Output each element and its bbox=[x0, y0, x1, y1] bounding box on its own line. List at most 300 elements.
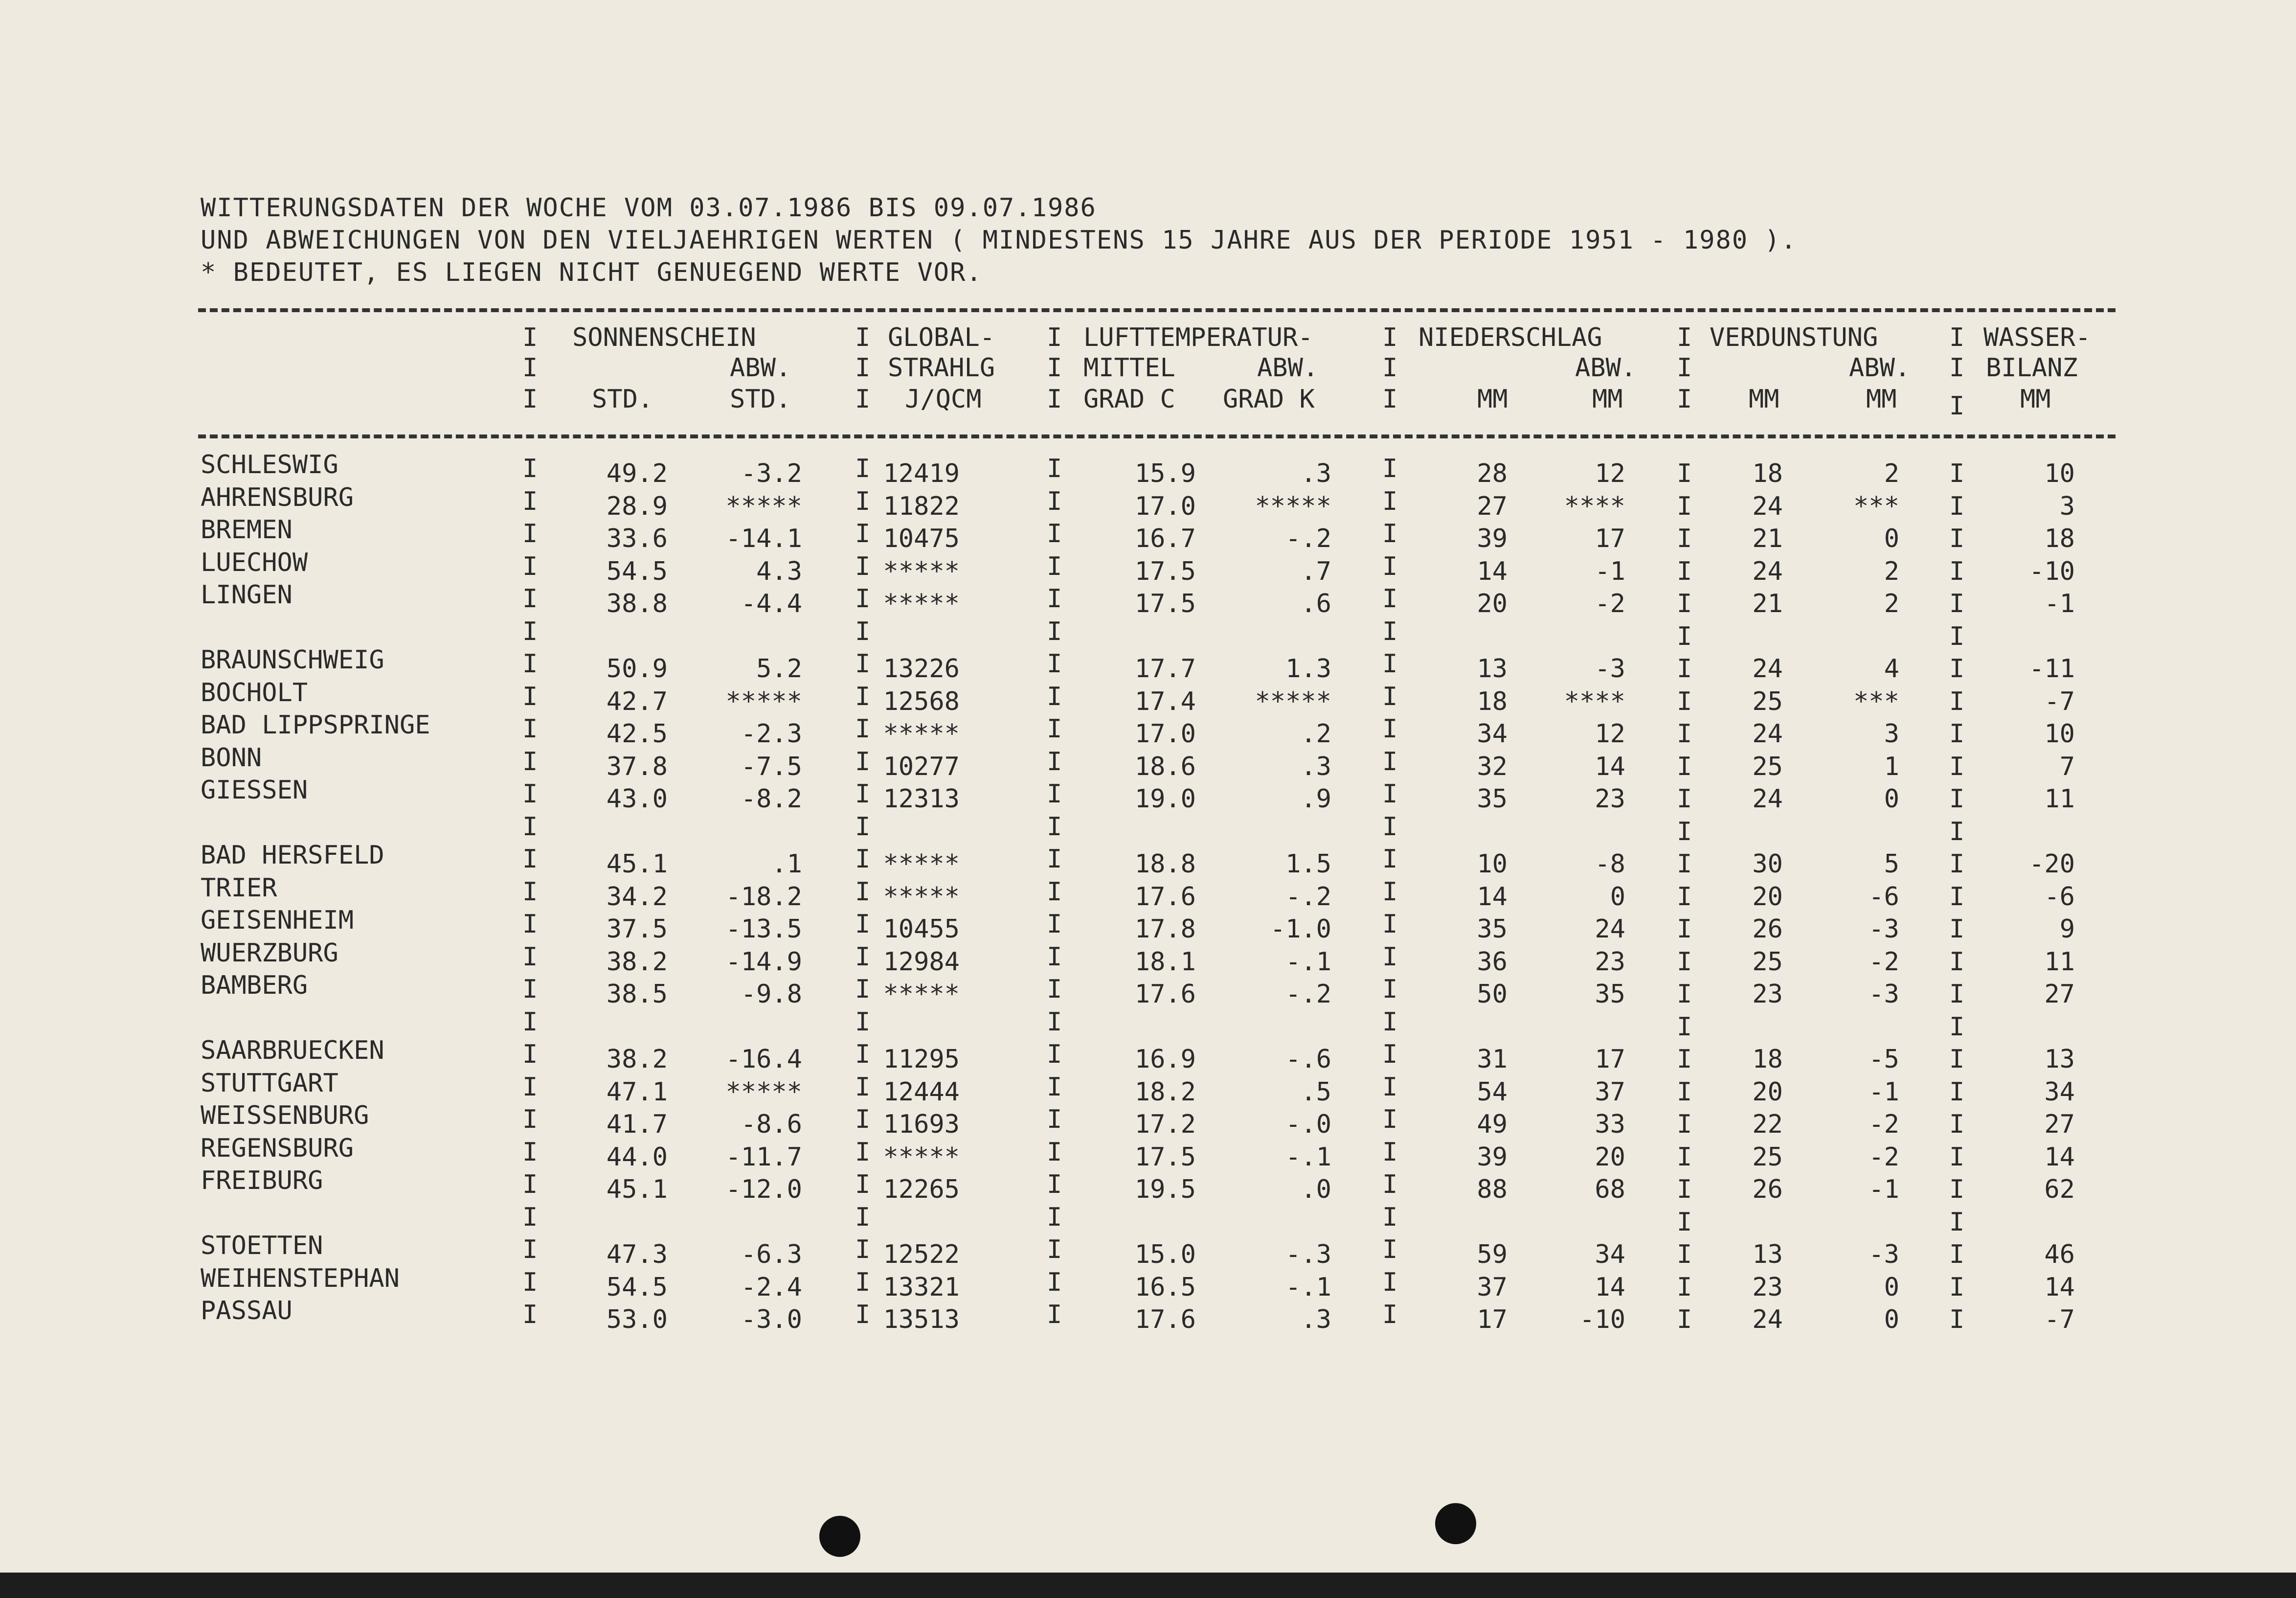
table-cell-sun-std: 33.6 bbox=[606, 524, 668, 553]
column-separator: I bbox=[1949, 1305, 1965, 1334]
table-cell-temp: 15.0 bbox=[1134, 1240, 1196, 1269]
table-cell-rain: 36 bbox=[1477, 947, 1508, 977]
table-cell-global: ***** bbox=[883, 1142, 960, 1172]
table-cell-sun-std: 37.8 bbox=[606, 752, 668, 781]
table-cell-station: SAARBRUECKEN bbox=[201, 1036, 384, 1065]
column-separator: I bbox=[855, 779, 871, 809]
col-niederschlag: NIEDERSCHLAG bbox=[1418, 323, 1602, 352]
table-cell-evap: 22 bbox=[1752, 1110, 1783, 1139]
column-separator: I bbox=[1677, 687, 1692, 716]
column-separator: I bbox=[522, 1105, 538, 1134]
table-cell-evap-abw: -2 bbox=[1868, 947, 1899, 977]
table-cell-global: 11693 bbox=[883, 1110, 960, 1139]
column-separator: I bbox=[522, 1170, 538, 1199]
table-cell-bal: -1 bbox=[2044, 589, 2075, 618]
table-cell-temp: 18.2 bbox=[1134, 1077, 1196, 1107]
table-cell-station: GEISENHEIM bbox=[201, 906, 354, 935]
table-cell-sun-std: 37.5 bbox=[606, 914, 668, 944]
table-cell-sun-abw: -9.8 bbox=[741, 980, 802, 1009]
table-cell-temp-abw: .6 bbox=[1301, 589, 1331, 618]
table-cell-bal: 18 bbox=[2044, 524, 2075, 553]
column-separator: I bbox=[1677, 719, 1692, 749]
column-separator: I bbox=[1047, 649, 1062, 679]
table-cell-rain: 17 bbox=[1477, 1305, 1508, 1334]
table-cell-evap: 18 bbox=[1752, 1045, 1783, 1074]
table-cell-rain-abw: 14 bbox=[1595, 752, 1625, 781]
column-separator: I bbox=[1382, 1040, 1398, 1069]
col-strahlg: STRAHLG bbox=[888, 353, 995, 383]
header-separator: I bbox=[855, 353, 871, 383]
table-cell-global: 10277 bbox=[883, 752, 960, 781]
table-cell-temp-abw: .3 bbox=[1301, 1305, 1331, 1334]
rule-top bbox=[198, 308, 2116, 312]
table-cell-station: REGENSBURG bbox=[201, 1134, 354, 1163]
table-cell-sun-std: 45.1 bbox=[606, 1175, 668, 1204]
table-cell-rain-abw: -2 bbox=[1595, 589, 1625, 618]
table-cell-sun-abw: -3.0 bbox=[741, 1305, 802, 1334]
column-separator: I bbox=[855, 552, 871, 581]
table-cell-evap: 26 bbox=[1752, 1175, 1783, 1204]
column-separator: I bbox=[1949, 492, 1965, 521]
table-cell-rain-abw: -8 bbox=[1595, 849, 1625, 879]
col-rain-abw-mm: MM bbox=[1592, 385, 1623, 414]
column-separator: I bbox=[1949, 719, 1965, 749]
scan-background-strip bbox=[0, 1573, 2296, 1598]
header-separator: I bbox=[1047, 385, 1062, 414]
column-separator: I bbox=[1382, 975, 1398, 1004]
rule-header-bottom bbox=[198, 434, 2116, 438]
column-separator: I bbox=[1047, 454, 1062, 483]
table-cell-sun-std: 45.1 bbox=[606, 849, 668, 879]
column-separator: I bbox=[1047, 519, 1062, 548]
col-temp-abw: ABW. bbox=[1257, 353, 1319, 383]
column-separator: I bbox=[522, 942, 538, 972]
table-cell-rain: 35 bbox=[1477, 784, 1508, 814]
table-cell-rain-abw: 23 bbox=[1595, 947, 1625, 977]
column-separator: I bbox=[855, 1007, 871, 1037]
table-cell-rain-abw: 12 bbox=[1595, 719, 1625, 749]
table-cell-sun-std: 28.9 bbox=[606, 492, 668, 521]
table-cell-temp: 16.9 bbox=[1134, 1045, 1196, 1074]
table-cell-bal: 11 bbox=[2044, 784, 2075, 814]
column-separator: I bbox=[1949, 914, 1965, 944]
table-cell-global: ***** bbox=[883, 589, 960, 618]
table-cell-evap-abw: 2 bbox=[1884, 459, 1899, 488]
table-cell-evap: 24 bbox=[1752, 557, 1783, 586]
table-cell-temp: 17.4 bbox=[1134, 687, 1196, 716]
column-separator: I bbox=[855, 1203, 871, 1232]
table-cell-evap-abw: 0 bbox=[1884, 1273, 1899, 1302]
table-cell-rain-abw: 14 bbox=[1595, 1273, 1625, 1302]
table-cell-temp: 15.9 bbox=[1134, 459, 1196, 488]
table-cell-rain: 14 bbox=[1477, 882, 1508, 912]
table-cell-station: BONN bbox=[201, 743, 262, 773]
column-separator: I bbox=[522, 747, 538, 776]
col-bal-mm: MM bbox=[2020, 385, 2051, 414]
column-separator: I bbox=[1677, 817, 1692, 846]
table-cell-rain: 14 bbox=[1477, 557, 1508, 586]
table-cell-rain-abw: 68 bbox=[1595, 1175, 1625, 1204]
table-cell-rain: 32 bbox=[1477, 752, 1508, 781]
table-cell-temp-abw: .3 bbox=[1301, 459, 1331, 488]
table-cell-evap-abw: -1 bbox=[1868, 1175, 1899, 1204]
table-cell-evap-abw: -2 bbox=[1868, 1110, 1899, 1139]
table-cell-bal: 10 bbox=[2044, 459, 2075, 488]
table-cell-temp: 17.5 bbox=[1134, 557, 1196, 586]
header-separator: I bbox=[1677, 323, 1692, 352]
table-cell-global: 10475 bbox=[883, 524, 960, 553]
table-cell-bal: -7 bbox=[2044, 687, 2075, 716]
column-separator: I bbox=[522, 487, 538, 516]
table-cell-evap-abw: -3 bbox=[1868, 914, 1899, 944]
table-cell-global: 10455 bbox=[883, 914, 960, 944]
table-cell-temp: 17.0 bbox=[1134, 719, 1196, 749]
column-separator: I bbox=[522, 1268, 538, 1297]
column-separator: I bbox=[1382, 682, 1398, 711]
column-separator: I bbox=[1677, 459, 1692, 488]
header-separator: I bbox=[1677, 353, 1692, 383]
column-separator: I bbox=[1949, 557, 1965, 586]
column-separator: I bbox=[1949, 1240, 1965, 1269]
header-separator: I bbox=[522, 323, 538, 352]
table-cell-bal: 14 bbox=[2044, 1142, 2075, 1172]
table-cell-temp-abw: .5 bbox=[1301, 1077, 1331, 1107]
table-cell-rain: 54 bbox=[1477, 1077, 1508, 1107]
table-cell-rain-abw: 24 bbox=[1595, 914, 1625, 944]
table-cell-temp-abw: -.0 bbox=[1285, 1110, 1331, 1139]
column-separator: I bbox=[1677, 980, 1692, 1009]
table-cell-bal: 34 bbox=[2044, 1077, 2075, 1107]
table-cell-station: AHRENSBURG bbox=[201, 483, 354, 512]
table-cell-sun-abw: -14.1 bbox=[725, 524, 802, 553]
table-cell-rain-abw: 0 bbox=[1610, 882, 1625, 912]
column-separator: I bbox=[1677, 622, 1692, 651]
table-cell-sun-abw: -8.2 bbox=[741, 784, 802, 814]
column-separator: I bbox=[1949, 1175, 1965, 1204]
table-cell-rain-abw: 33 bbox=[1595, 1110, 1625, 1139]
column-separator: I bbox=[1047, 617, 1062, 646]
table-cell-sun-std: 43.0 bbox=[606, 784, 668, 814]
table-cell-rain: 20 bbox=[1477, 589, 1508, 618]
table-cell-sun-abw: ***** bbox=[725, 492, 802, 521]
table-cell-global: 12444 bbox=[883, 1077, 960, 1107]
column-separator: I bbox=[855, 682, 871, 711]
table-cell-temp-abw: -.1 bbox=[1285, 947, 1331, 977]
table-cell-temp: 17.7 bbox=[1134, 654, 1196, 684]
table-cell-rain: 18 bbox=[1477, 687, 1508, 716]
column-separator: I bbox=[1677, 654, 1692, 684]
col-rain-abw: ABW. bbox=[1575, 353, 1637, 383]
column-separator: I bbox=[855, 1138, 871, 1167]
col-temp-gradc: GRAD C bbox=[1083, 385, 1175, 414]
table-cell-sun-abw: -2.4 bbox=[741, 1273, 802, 1302]
table-cell-temp: 17.2 bbox=[1134, 1110, 1196, 1139]
column-separator: I bbox=[522, 910, 538, 939]
column-separator: I bbox=[522, 975, 538, 1004]
column-separator: I bbox=[1382, 487, 1398, 516]
column-separator: I bbox=[1677, 1305, 1692, 1334]
table-cell-bal: 13 bbox=[2044, 1045, 2075, 1074]
table-cell-evap: 25 bbox=[1752, 687, 1783, 716]
column-separator: I bbox=[1949, 589, 1965, 618]
table-cell-bal: 11 bbox=[2044, 947, 2075, 977]
table-cell-evap: 23 bbox=[1752, 1273, 1783, 1302]
table-cell-evap-abw: -6 bbox=[1868, 882, 1899, 912]
table-cell-evap: 26 bbox=[1752, 914, 1783, 944]
column-separator: I bbox=[855, 1268, 871, 1297]
table-cell-rain-abw: **** bbox=[1564, 492, 1625, 521]
column-separator: I bbox=[1677, 1273, 1692, 1302]
table-cell-evap: 25 bbox=[1752, 1142, 1783, 1172]
table-cell-temp: 18.6 bbox=[1134, 752, 1196, 781]
column-separator: I bbox=[1677, 882, 1692, 912]
table-cell-rain: 88 bbox=[1477, 1175, 1508, 1204]
column-separator: I bbox=[1382, 1073, 1398, 1102]
table-cell-temp-abw: -.2 bbox=[1285, 882, 1331, 912]
table-cell-station: PASSAU bbox=[201, 1296, 293, 1325]
table-cell-global: ***** bbox=[883, 557, 960, 586]
column-separator: I bbox=[855, 812, 871, 842]
column-separator: I bbox=[1677, 1208, 1692, 1237]
column-separator: I bbox=[855, 1300, 871, 1329]
column-separator: I bbox=[1382, 1235, 1398, 1264]
col-rain-mm: MM bbox=[1477, 385, 1508, 414]
column-separator: I bbox=[1949, 947, 1965, 977]
table-cell-global: ***** bbox=[883, 719, 960, 749]
table-cell-sun-abw: -13.5 bbox=[725, 914, 802, 944]
header-separator: I bbox=[1047, 353, 1062, 383]
column-separator: I bbox=[522, 1300, 538, 1329]
table-cell-temp-abw: -.2 bbox=[1285, 980, 1331, 1009]
table-cell-sun-abw: -8.6 bbox=[741, 1110, 802, 1139]
table-cell-temp-abw: -1.0 bbox=[1270, 914, 1331, 944]
table-cell-rain: 37 bbox=[1477, 1273, 1508, 1302]
table-cell-station: SCHLESWIG bbox=[201, 450, 338, 479]
column-separator: I bbox=[522, 649, 538, 679]
table-cell-sun-abw: ***** bbox=[725, 1077, 802, 1107]
table-cell-sun-abw: -18.2 bbox=[725, 882, 802, 912]
table-cell-bal: 10 bbox=[2044, 719, 2075, 749]
table-cell-bal: 7 bbox=[2059, 752, 2075, 781]
table-cell-rain-abw: 35 bbox=[1595, 980, 1625, 1009]
table-cell-rain: 28 bbox=[1477, 459, 1508, 488]
table-cell-rain: 13 bbox=[1477, 654, 1508, 684]
table-cell-temp: 17.6 bbox=[1134, 882, 1196, 912]
table-cell-station: BREMEN bbox=[201, 515, 293, 545]
table-cell-rain-abw: 23 bbox=[1595, 784, 1625, 814]
column-separator: I bbox=[855, 649, 871, 679]
column-separator: I bbox=[1949, 1142, 1965, 1172]
table-cell-station: TRIER bbox=[201, 873, 277, 903]
col-sonnenschein: SONNENSCHEIN bbox=[572, 323, 756, 352]
table-cell-global: 12265 bbox=[883, 1175, 960, 1204]
column-separator: I bbox=[1382, 877, 1398, 907]
column-separator: I bbox=[855, 845, 871, 874]
table-cell-sun-std: 34.2 bbox=[606, 882, 668, 912]
table-cell-temp-abw: -.3 bbox=[1285, 1240, 1331, 1269]
table-cell-sun-std: 41.7 bbox=[606, 1110, 668, 1139]
column-separator: I bbox=[1949, 459, 1965, 488]
col-evap-abw: ABW. bbox=[1849, 353, 1911, 383]
table-cell-sun-abw: -11.7 bbox=[725, 1142, 802, 1172]
table-cell-station: WUERZBURG bbox=[201, 938, 338, 968]
column-separator: I bbox=[855, 1040, 871, 1069]
col-sun-std: STD. bbox=[592, 385, 653, 414]
table-cell-sun-abw: -14.9 bbox=[725, 947, 802, 977]
table-cell-sun-abw: 4.3 bbox=[756, 557, 802, 586]
column-separator: I bbox=[1047, 747, 1062, 776]
table-cell-evap-abw: 0 bbox=[1884, 784, 1899, 814]
table-cell-sun-std: 38.8 bbox=[606, 589, 668, 618]
table-cell-global: 12313 bbox=[883, 784, 960, 814]
table-cell-sun-abw: -3.2 bbox=[741, 459, 802, 488]
column-separator: I bbox=[522, 845, 538, 874]
column-separator: I bbox=[1949, 622, 1965, 651]
column-separator: I bbox=[1677, 1077, 1692, 1107]
column-separator: I bbox=[855, 975, 871, 1004]
table-cell-temp-abw: 1.5 bbox=[1285, 849, 1331, 879]
table-cell-rain-abw: -1 bbox=[1595, 557, 1625, 586]
column-separator: I bbox=[1382, 714, 1398, 744]
table-cell-station: WEISSENBURG bbox=[201, 1101, 369, 1130]
column-separator: I bbox=[855, 487, 871, 516]
table-cell-rain-abw: 12 bbox=[1595, 459, 1625, 488]
table-cell-evap-abw: 5 bbox=[1884, 849, 1899, 879]
report-header bbox=[201, 192, 1797, 289]
table-cell-evap: 13 bbox=[1752, 1240, 1783, 1269]
header-separator: I bbox=[1382, 323, 1398, 352]
table-cell-bal: -20 bbox=[2029, 849, 2075, 879]
column-separator: I bbox=[1382, 910, 1398, 939]
column-separator: I bbox=[855, 1073, 871, 1102]
table-cell-rain: 39 bbox=[1477, 1142, 1508, 1172]
table-cell-rain-abw: 37 bbox=[1595, 1077, 1625, 1107]
column-separator: I bbox=[1677, 1175, 1692, 1204]
column-separator: I bbox=[855, 877, 871, 907]
col-evap-abw-mm: MM bbox=[1866, 385, 1897, 414]
table-cell-sun-std: 49.2 bbox=[606, 459, 668, 488]
column-separator: I bbox=[1382, 942, 1398, 972]
table-cell-evap: 21 bbox=[1752, 589, 1783, 618]
col-global: GLOBAL- bbox=[888, 323, 995, 352]
column-separator: I bbox=[1047, 584, 1062, 614]
table-cell-rain-abw: 17 bbox=[1595, 1045, 1625, 1074]
header-separator: I bbox=[1382, 353, 1398, 383]
column-separator: I bbox=[1047, 812, 1062, 842]
column-separator: I bbox=[1949, 1012, 1965, 1042]
table-cell-temp-abw: 1.3 bbox=[1285, 654, 1331, 684]
column-separator: I bbox=[855, 942, 871, 972]
column-separator: I bbox=[1382, 1138, 1398, 1167]
table-cell-evap: 24 bbox=[1752, 784, 1783, 814]
table-cell-sun-std: 47.3 bbox=[606, 1240, 668, 1269]
col-sun-abw: ABW. bbox=[730, 353, 791, 383]
column-separator: I bbox=[1047, 1170, 1062, 1199]
column-separator: I bbox=[1382, 747, 1398, 776]
table-cell-station: WEIHENSTEPHAN bbox=[201, 1264, 400, 1293]
column-separator: I bbox=[1949, 752, 1965, 781]
column-separator: I bbox=[1047, 1138, 1062, 1167]
table-cell-sun-std: 47.1 bbox=[606, 1077, 668, 1107]
header-separator: I bbox=[1949, 323, 1965, 352]
column-separator: I bbox=[1382, 617, 1398, 646]
column-separator: I bbox=[1382, 649, 1398, 679]
table-cell-bal: -10 bbox=[2029, 557, 2075, 586]
table-cell-bal: -7 bbox=[2044, 1305, 2075, 1334]
col-verdunstung: VERDUNSTUNG bbox=[1710, 323, 1878, 352]
table-cell-temp: 18.8 bbox=[1134, 849, 1196, 879]
column-separator: I bbox=[1382, 1105, 1398, 1134]
table-cell-sun-std: 54.5 bbox=[606, 557, 668, 586]
table-cell-sun-std: 50.9 bbox=[606, 654, 668, 684]
col-evap-mm: MM bbox=[1749, 385, 1779, 414]
table-cell-rain-abw: 34 bbox=[1595, 1240, 1625, 1269]
table-cell-evap: 24 bbox=[1752, 1305, 1783, 1334]
column-separator: I bbox=[1677, 849, 1692, 879]
column-separator: I bbox=[1949, 882, 1965, 912]
header-note: UND ABWEICHUNGEN VON DEN VIELJAEHRIGEN WERTEN ( MINDESTENS 15 JAHRE AUS DER PERIODE 1951 - 1980 ). bbox=[201, 226, 1798, 255]
table-cell-station: BOCHOLT bbox=[201, 678, 308, 708]
col-lufttemperatur: LUFTTEMPERATUR- bbox=[1083, 323, 1313, 352]
column-separator: I bbox=[1382, 552, 1398, 581]
column-separator: I bbox=[855, 1170, 871, 1199]
column-separator: I bbox=[1382, 845, 1398, 874]
column-separator: I bbox=[1949, 1077, 1965, 1107]
table-cell-sun-abw: -16.4 bbox=[725, 1045, 802, 1074]
table-cell-rain-abw: **** bbox=[1564, 687, 1625, 716]
column-separator: I bbox=[1677, 492, 1692, 521]
table-cell-evap-abw: -2 bbox=[1868, 1142, 1899, 1172]
column-separator: I bbox=[1677, 557, 1692, 586]
table-cell-sun-std: 38.2 bbox=[606, 947, 668, 977]
table-cell-sun-abw: -12.0 bbox=[725, 1175, 802, 1204]
column-separator: I bbox=[522, 714, 538, 744]
column-separator: I bbox=[1047, 942, 1062, 972]
table-cell-sun-std: 38.2 bbox=[606, 1045, 668, 1074]
table-cell-temp-abw: -.2 bbox=[1285, 524, 1331, 553]
table-cell-global: 12984 bbox=[883, 947, 960, 977]
column-separator: I bbox=[1677, 524, 1692, 553]
table-cell-evap-abw: *** bbox=[1853, 687, 1899, 716]
column-separator: I bbox=[1677, 947, 1692, 977]
column-separator: I bbox=[1047, 877, 1062, 907]
table-cell-rain: 39 bbox=[1477, 524, 1508, 553]
table-cell-rain: 34 bbox=[1477, 719, 1508, 749]
column-separator: I bbox=[522, 812, 538, 842]
header-legend: * BEDEUTET, ES LIEGEN NICHT GENUEGEND WERTE VOR. bbox=[201, 258, 983, 287]
table-cell-temp: 17.6 bbox=[1134, 980, 1196, 1009]
table-cell-evap-abw: 2 bbox=[1884, 589, 1899, 618]
table-cell-evap: 24 bbox=[1752, 492, 1783, 521]
table-cell-temp: 19.0 bbox=[1134, 784, 1196, 814]
column-separator: I bbox=[1047, 714, 1062, 744]
column-separator: I bbox=[1677, 589, 1692, 618]
column-separator: I bbox=[1047, 975, 1062, 1004]
table-cell-evap-abw: -3 bbox=[1868, 980, 1899, 1009]
table-cell-evap: 20 bbox=[1752, 1077, 1783, 1107]
table-cell-global: 12419 bbox=[883, 459, 960, 488]
table-cell-evap-abw: 0 bbox=[1884, 1305, 1899, 1334]
table-cell-rain-abw: -3 bbox=[1595, 654, 1625, 684]
header-separator: I bbox=[1382, 385, 1398, 414]
column-separator: I bbox=[522, 1007, 538, 1037]
table-cell-station: STUTTGART bbox=[201, 1069, 338, 1098]
table-cell-bal: 14 bbox=[2044, 1273, 2075, 1302]
col-temp-mittel: MITTEL bbox=[1083, 353, 1175, 383]
column-separator: I bbox=[1949, 687, 1965, 716]
col-temp-gradk: GRAD K bbox=[1223, 385, 1315, 414]
col-bilanz: BILANZ bbox=[1986, 353, 2078, 383]
